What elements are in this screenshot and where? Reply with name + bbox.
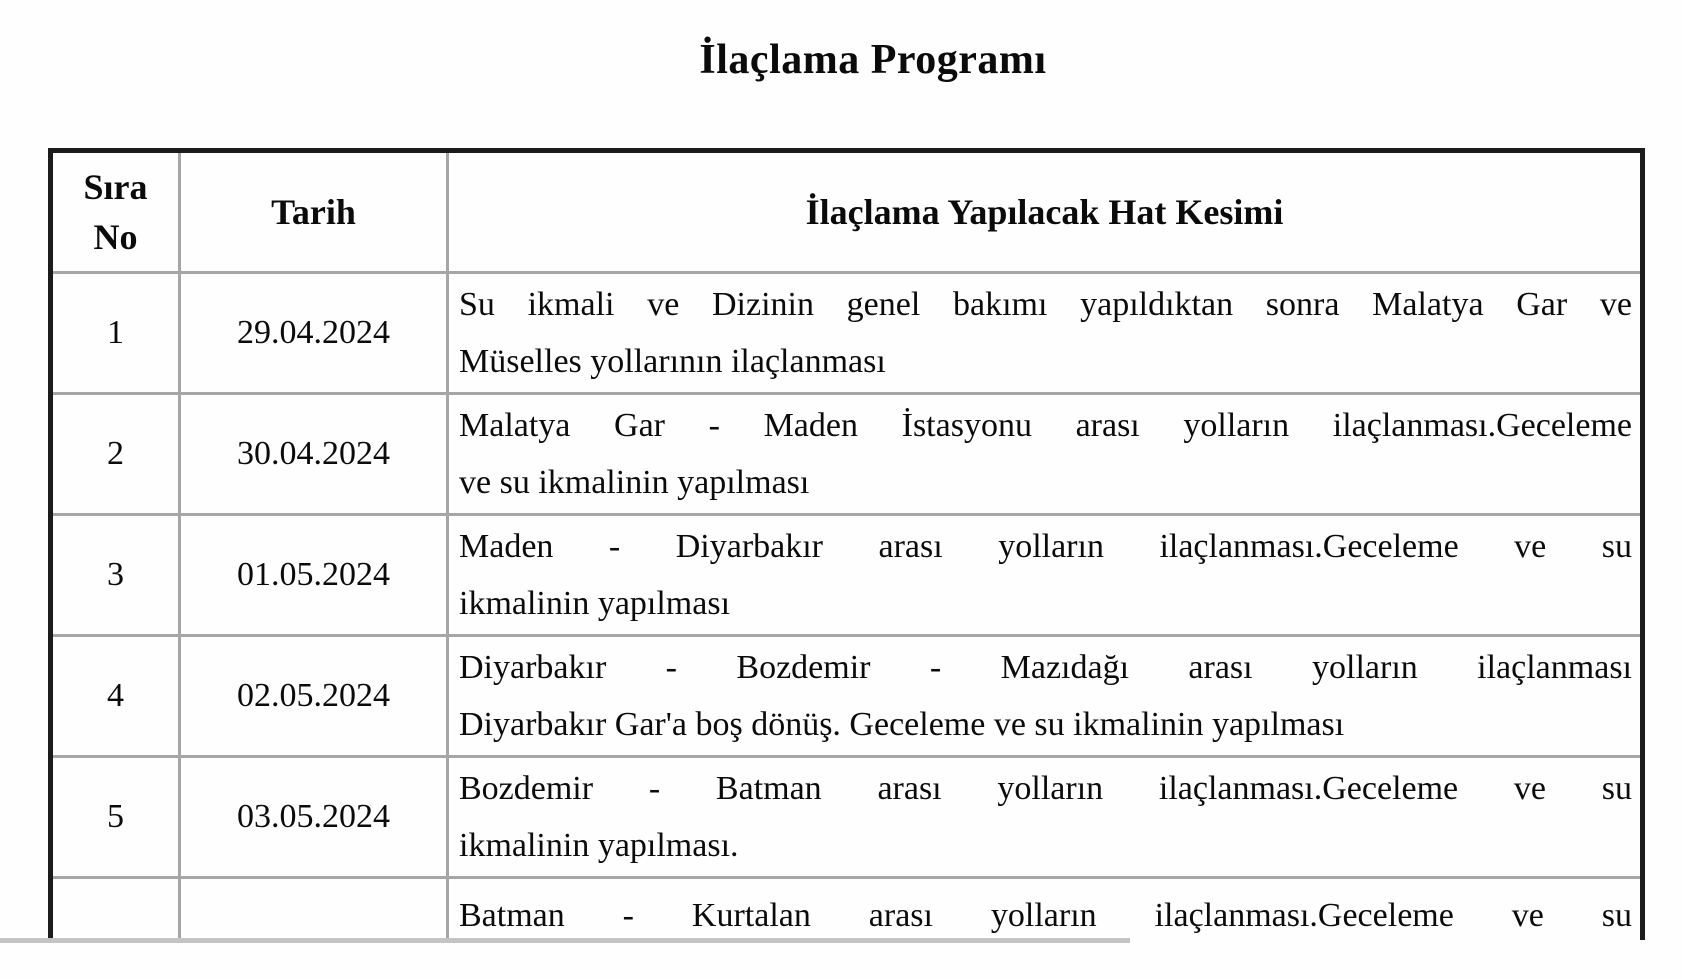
line-section-text: Diyarbakır Gar'a boş dönüş. Geceleme ve su ikmalinin yapılması — [459, 706, 1345, 743]
line-section-text: Su ikmali ve Dizinin genel bakımı yapıldıktan sonra Malatya Gar ve — [459, 286, 1632, 323]
table-body — [51, 273, 1643, 941]
line-section-text: ikmalinin yapılması — [459, 585, 731, 622]
table-row — [51, 636, 1643, 757]
line-section-text: Maden - Diyarbakır arası yolların ilaçlanması.Geceleme ve su — [459, 528, 1632, 565]
date-cell — [180, 878, 448, 941]
date-cell: 01.05.2024 — [180, 515, 448, 636]
line-section-text: Diyarbakır - Bozdemir - Mazıdağı arası yolların ilaçlanması — [459, 649, 1632, 686]
line-section-text: Batman - Kurtalan arası yolların ilaçlanması.Geceleme ve su — [459, 897, 1632, 934]
line-section-text: Bozdemir - Batman arası yolların ilaçlanması.Geceleme ve su — [459, 770, 1632, 807]
line-section-cell — [448, 515, 1643, 636]
line-section-cell — [448, 757, 1643, 878]
table-row — [51, 757, 1643, 878]
page-title: İlaçlama Programı — [699, 37, 1047, 83]
line-section-cell — [448, 878, 1643, 941]
row-number-cell: 3 — [51, 515, 180, 636]
line-section-text: Müselles yollarının ilaçlanması — [459, 343, 886, 380]
line-section-text: Malatya Gar - Maden İstasyonu arası yolların ilaçlanması.Geceleme — [459, 407, 1632, 444]
row-number-cell: 5 — [51, 757, 180, 878]
line-section-cell — [448, 636, 1643, 757]
date-cell: 29.04.2024 — [180, 273, 448, 394]
table-row — [51, 394, 1643, 515]
line-section-text: ikmalinin yapılması. — [459, 827, 739, 864]
line-section-cell — [448, 394, 1643, 515]
row-number-cell: 2 — [51, 394, 180, 515]
header-row — [51, 151, 1643, 273]
row-number-cell: 4 — [51, 636, 180, 757]
header-sira-no: Sıra No — [51, 151, 180, 273]
header-hat-kesimi: İlaçlama Yapılacak Hat Kesimi — [448, 151, 1643, 273]
row-number-cell: 1 — [51, 273, 180, 394]
line-section-text: ve su ikmalinin yapılması — [459, 464, 810, 501]
table-row — [51, 878, 1643, 941]
row-number-cell — [51, 878, 180, 941]
date-cell: 03.05.2024 — [180, 757, 448, 878]
table-container — [48, 148, 1650, 940]
date-cell: 02.05.2024 — [180, 636, 448, 757]
table-row — [51, 273, 1643, 394]
program-table — [48, 148, 1645, 940]
date-cell: 30.04.2024 — [180, 394, 448, 515]
scan-edge-artifact — [0, 938, 1130, 943]
header-tarih: Tarih — [180, 151, 448, 273]
table-row — [51, 515, 1643, 636]
line-section-cell — [448, 273, 1643, 394]
